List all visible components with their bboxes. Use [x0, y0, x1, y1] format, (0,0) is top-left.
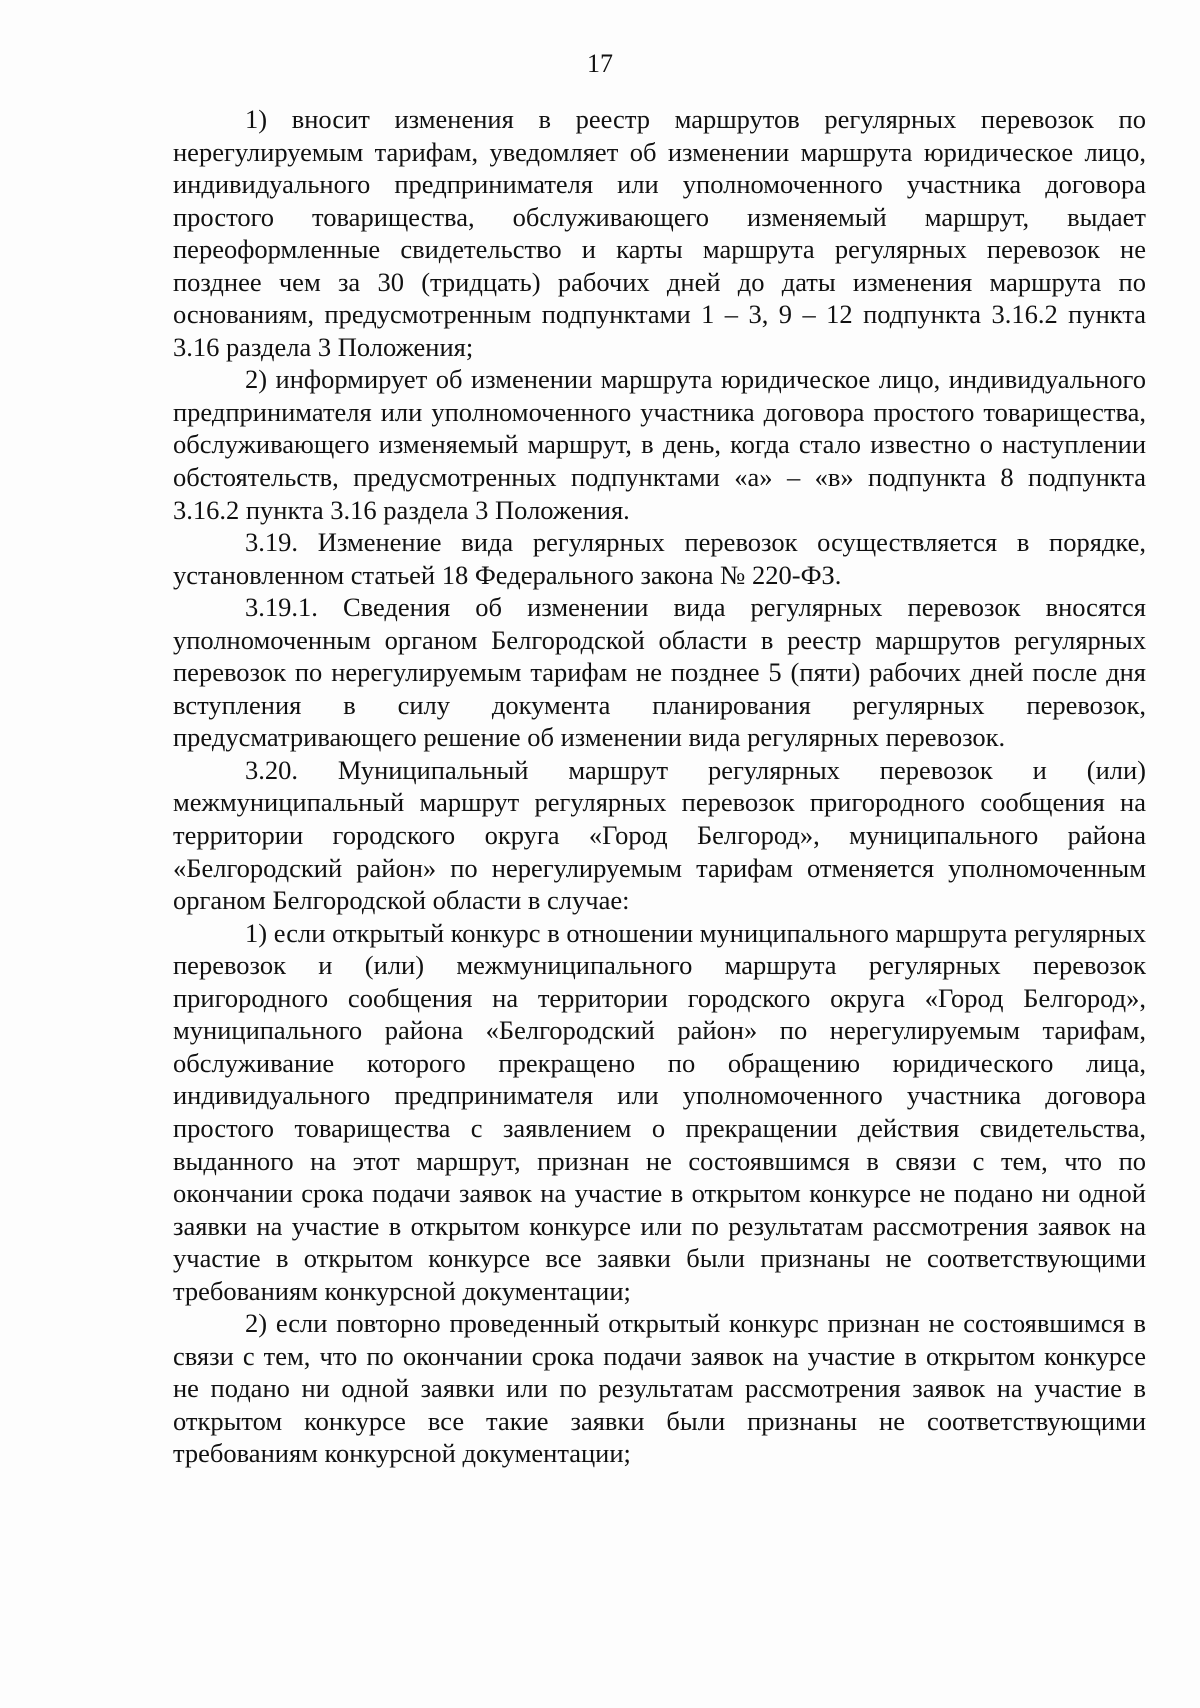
paragraph-item-2: 2) информирует об изменении маршрута юридическое лицо, индивидуального предпринимателя или уполномоченного участника договора простого товарищества, обслуживающего изменяемый маршрут, в день, когда стало известно о наступлении обстоятельств, предусмотренных подпунктами «а» – «в» подпункта 8 подпункта 3.16.2 пункта 3.16 раздела 3 Положения.	[173, 364, 1146, 525]
paragraph-3-20: 3.20. Муниципальный маршрут регулярных перевозок и (или) межмуниципальный маршрут регулярных перевозок пригородного сообщения на территории городского округа «Город Белгород», муниципального района «Белгородский район» по нерегулируемым тарифам отменяется уполномоченным органом Белгородской области в случае:	[173, 754, 1146, 916]
document-body	[173, 103, 1146, 1470]
paragraph-3-20-item-2: 2) если повторно проведенный открытый конкурс признан не состоявшимся в связи с тем, что по окончании срока подачи заявок на участие в открытом конкурсе не подано ни одной заявки или по результатам рассмотрения заявок на участие в открытом конкурсе все такие заявки были признаны не соответствующими требованиям конкурсной документации;	[173, 1308, 1146, 1469]
page-number: 17	[587, 49, 613, 78]
paragraph-3-19: 3.19. Изменение вида регулярных перевозок осуществляется в порядке, установленном статьей 18 Федерального закона № 220-ФЗ.	[173, 527, 1146, 590]
paragraph-3-20-item-1: 1) если открытый конкурс в отношении муниципального маршрута регулярных перевозок и (или) межмуниципального маршрута регулярных перевозок пригородного сообщения на территории городского округа «Город Белгород», муниципального района «Белгородский район» по нерегулируемым тарифам, обслуживание которого прекращено по обращению юридического лица, индивидуального предпринимателя или уполномоченного участника договора простого товарищества с заявлением о прекращении действия свидетельства, выданного на этот маршрут, признан не состоявшимся в связи с тем, что по окончании срока подачи заявок на участие в открытом конкурсе не подано ни одной заявки на участие в открытом конкурсе или по результатам рассмотрения заявок на участие в открытом конкурсе все заявки были признаны не соответствующими требованиям конкурсной документации;	[173, 917, 1146, 1306]
paragraph-item-1: 1) вносит изменения в реестр маршрутов регулярных перевозок по нерегулируемым тарифам, уведомляет об изменении маршрута юридическое лицо, индивидуального предпринимателя или уполномоченного участника договора простого товарищества, обслуживающего изменяемый маршрут, выдает переоформленные свидетельство и карты маршрута регулярных перевозок не позднее чем за 30 (тридцать) рабочих дней до даты изменения маршрута по основаниям, предусмотренным подпунктами 1 – 3, 9 – 12 подпункта 3.16.2 пункта 3.16 раздела 3 Положения;	[173, 104, 1146, 362]
paragraph-3-19-1: 3.19.1. Сведения об изменении вида регулярных перевозок вносятся уполномоченным органом Белгородской области в реестр маршрутов регулярных перевозок по нерегулируемым тарифам не позднее 5 (пяти) рабочих дней после дня вступления в силу документа планирования регулярных перевозок, предусматривающего решение об изменении вида регулярных перевозок.	[173, 592, 1146, 753]
